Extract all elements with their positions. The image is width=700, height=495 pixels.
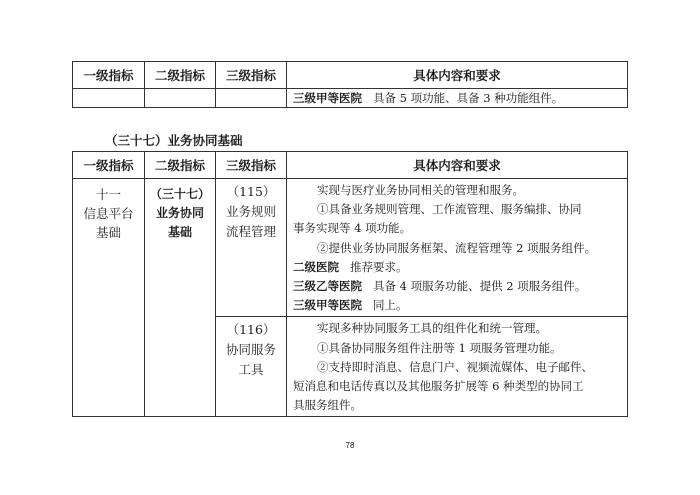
level2-line: （三十七） [149,187,210,201]
table-header-row [73,62,628,89]
level1-cell [73,179,145,417]
level3-cell [216,179,287,317]
level2-line: 业务协同 [155,206,204,220]
table-row [73,89,628,108]
level2-line: 基础 [167,225,192,239]
header-level3: 三级指标 [216,62,287,89]
section-title: （三十七）业务协同基础 [105,133,243,148]
content-line [287,89,627,107]
content-line: 短消息和电话传真以及其他服务扩展等 6 种类型的协同工 [293,379,584,394]
continued-table [72,61,628,108]
content-line [287,296,627,315]
item-name-line: 协同服务 [225,342,276,358]
content-line: ①具备协同服务组件注册等 1 项服务管理功能。 [317,340,562,355]
header-level2: 二级指标 [145,62,216,89]
header-content: 具体内容和要求 [287,152,628,179]
item-name-line: 流程管理 [225,224,276,239]
content-line: ①具备业务规则管理、工作流管理、服务编排、协同 [317,202,582,217]
empty-cell [73,89,145,108]
hospital-level: 三级甲等医院 [293,298,362,313]
requirement-text: 具备 4 项服务功能、提供 2 项服务组件。 [372,279,587,294]
content-line [287,258,627,277]
content-cell [287,179,628,317]
table-row [73,179,628,317]
content-line: ②提供业务协同服务框架、流程管理等 2 项服务组件。 [317,240,597,255]
requirement-text: 推荐要求。 [349,259,408,274]
hospital-level: 二级医院 [293,259,339,274]
requirement-text: 同上。 [372,298,408,313]
item-name-line: 工具 [238,362,264,378]
hospital-level: 三级乙等医院 [293,279,362,294]
content-line: 实现与医疗业务协同相关的管理和服务。 [317,183,524,197]
header-level1: 一级指标 [73,62,145,89]
item-name-line: 业务规则 [225,204,276,219]
header-content: 具体内容和要求 [287,62,628,89]
table-header-row [73,152,628,179]
page-number: 78 [345,441,355,450]
level1-line: 信息平台 [83,206,134,221]
level1-line: 基础 [95,225,121,240]
header-level2: 二级指标 [145,152,216,179]
level1-line: 十一 [95,187,121,202]
content-cell [287,89,628,108]
item-number: （115） [226,184,276,199]
header-level3: 三级指标 [216,152,287,179]
level2-cell [145,179,216,417]
content-line: 具服务组件。 [293,398,362,413]
hospital-level: 三级甲等医院 [293,91,362,105]
empty-cell [216,89,287,108]
indicator-table [72,151,628,417]
item-number: （116） [226,322,276,338]
content-cell [287,317,628,417]
content-line [287,277,627,296]
empty-cell [145,89,216,108]
content-line: 实现多种协同服务工具的组件化和统一管理。 [317,321,547,336]
level3-cell [216,317,287,417]
content-line: ②支持即时消息、信息门户、视频流媒体、电子邮件、 [317,359,593,374]
content-line: 事务实现等 4 项功能。 [293,221,412,236]
requirement-text: 具备 5 项功能、具备 3 种功能组件。 [372,91,564,105]
header-level1: 一级指标 [73,152,145,179]
